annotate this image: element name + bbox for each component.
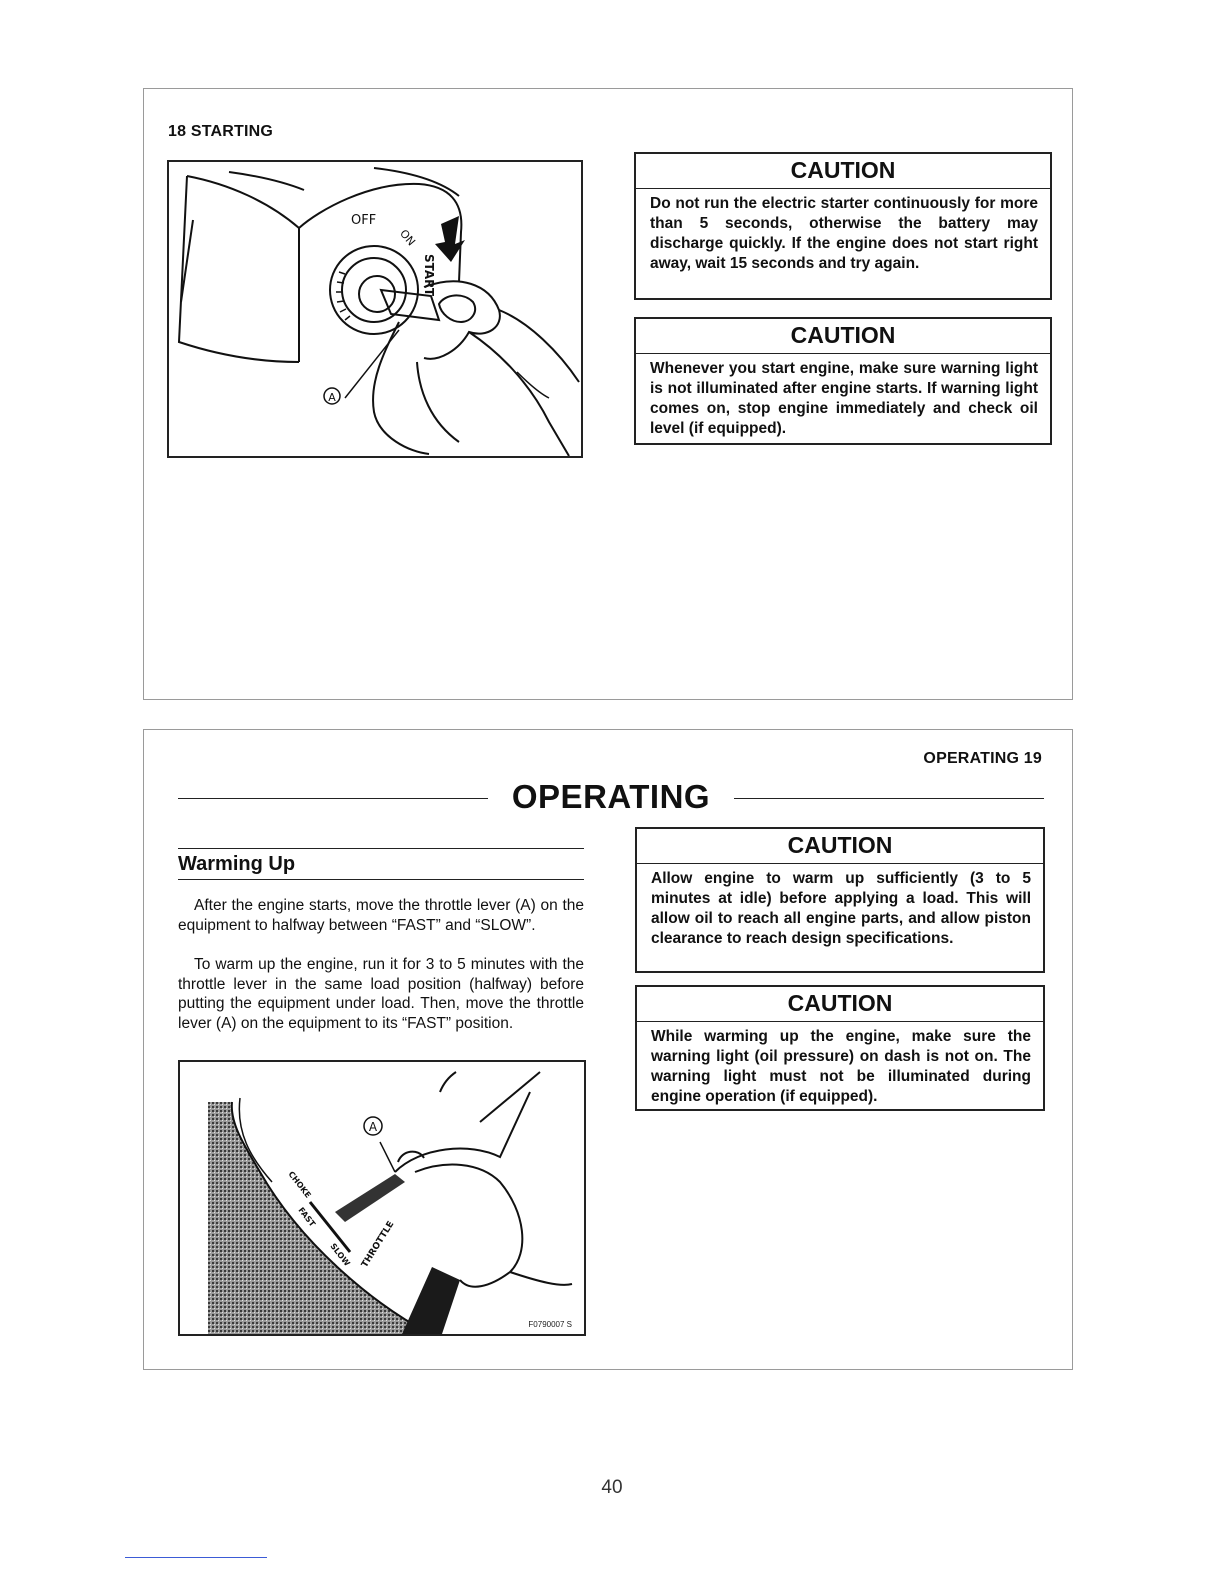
section-title: OPERATING xyxy=(511,778,711,815)
caution-warm-up xyxy=(635,827,1045,973)
caution-title: CAUTION xyxy=(637,987,1043,1022)
callout-a: A xyxy=(328,391,336,404)
manual-page-18 xyxy=(143,88,1073,700)
caution-text: Do not run the electric starter continuously for more than 5 seconds, otherwise the battery may discharge quickly. If the engine does not start right away, wait 15 seconds and try again. xyxy=(650,195,1038,272)
dial-label-off: OFF xyxy=(351,213,377,228)
dial-label-on: ON xyxy=(397,227,418,249)
callout-a: A xyxy=(368,1120,378,1134)
caution-oil-pressure xyxy=(635,985,1045,1111)
throttle-lever-figure xyxy=(178,1060,586,1336)
caution-title: CAUTION xyxy=(636,154,1050,189)
caution-warning-light xyxy=(634,317,1052,445)
manual-page-19 xyxy=(143,729,1073,1370)
caution-text: While warming up the engine, make sure the warning light (oil pressure) on dash is not on. The warning light must not be illuminated during engine operation (if equipped). xyxy=(651,1028,1031,1105)
page-heading-operating: OPERATING 19 xyxy=(923,750,1042,767)
subsection-heading: Warming Up xyxy=(178,848,584,880)
figure-code: F0790007 S xyxy=(528,1320,572,1329)
page-number: 40 xyxy=(601,1477,623,1498)
caution-title: CAUTION xyxy=(636,319,1050,354)
page-heading-starting: 18 STARTING xyxy=(168,123,274,140)
throttle-lever-illustration xyxy=(180,1062,584,1334)
title-rule-right xyxy=(734,798,1044,799)
ignition-key-figure xyxy=(167,160,583,458)
label-throttle: THROTTLE xyxy=(360,1219,397,1270)
body-paragraph: To warm up the engine, run it for 3 to 5 minutes with the throttle lever in the same load position (halfway) before putting the equipment under load. Then, move the throttle lever (A) on the equipment to its “FAST” position. xyxy=(178,956,584,1032)
caution-title: CAUTION xyxy=(637,829,1043,864)
section-title-row xyxy=(178,778,1044,818)
dial-label-start: START xyxy=(422,254,436,297)
label-fast: FAST xyxy=(296,1205,318,1229)
label-choke: CHOKE xyxy=(286,1169,313,1200)
caution-text: Whenever you start engine, make sure warning light is not illuminated after engine starts. If warning light comes on, stop engine immediately and check oil level (if equipped). xyxy=(650,360,1038,437)
footnote-rule xyxy=(125,1557,267,1558)
caution-starter xyxy=(634,152,1052,300)
body-paragraph: After the engine starts, move the throttle lever (A) on the equipment to halfway between “FAST” and “SLOW”. xyxy=(178,897,584,934)
ignition-switch-illustration xyxy=(169,162,581,456)
caution-text: Allow engine to warm up sufficiently (3 to 5 minutes at idle) before applying a load. This will allow oil to reach all engine parts, and allow piston clearance to reach design specifications. xyxy=(651,870,1031,947)
label-slow: SLOW xyxy=(328,1241,352,1268)
